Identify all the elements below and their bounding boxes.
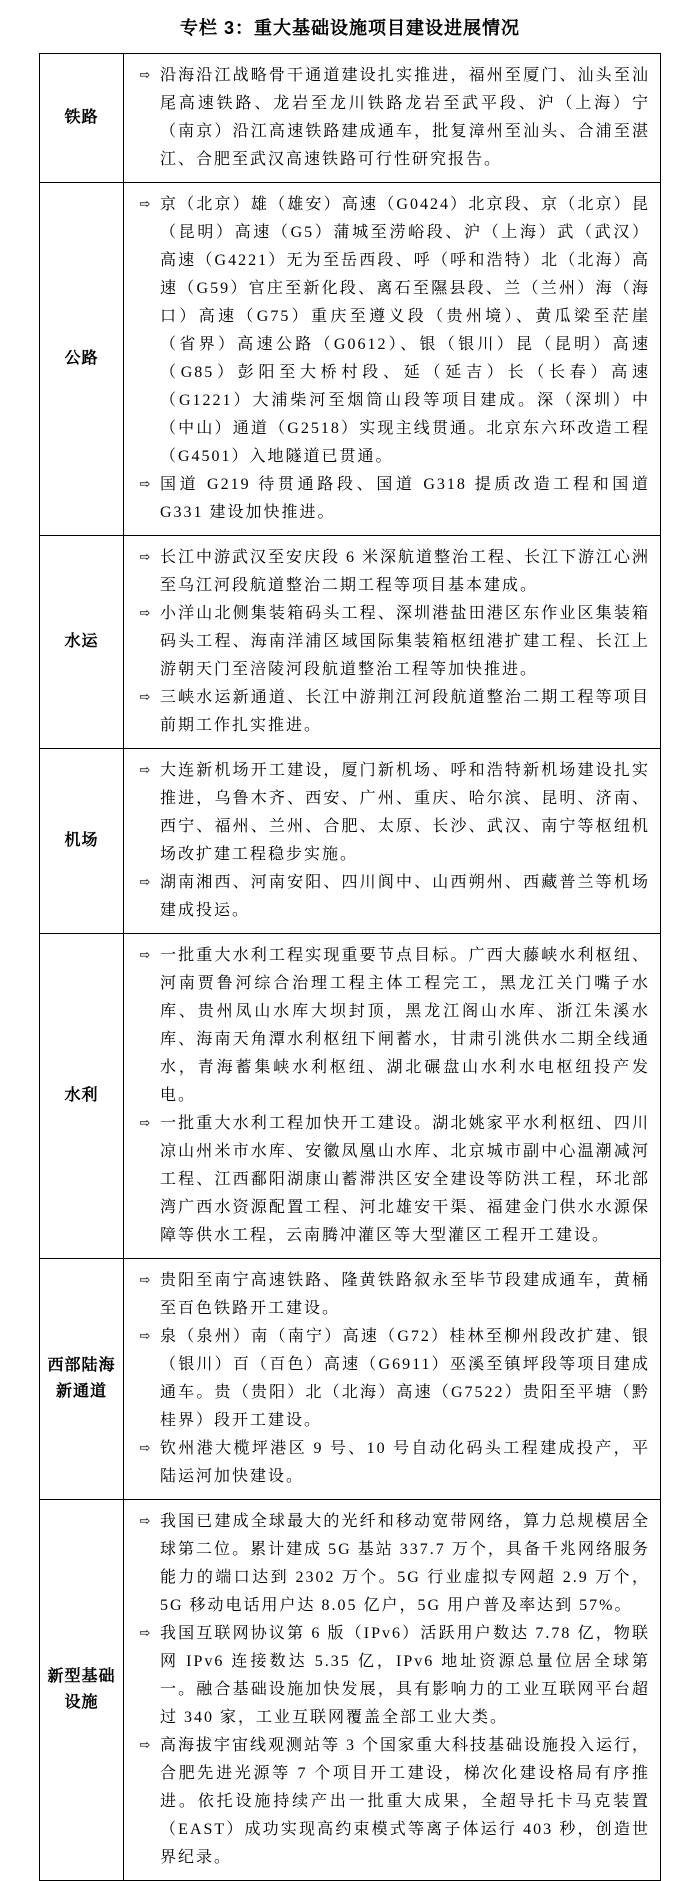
table-row-highway — [40, 182, 660, 535]
bullet-text: 京（北京）雄（雄安）高速（G0424）北京段、京（北京）昆（昆明）高速（G5）蒲城至涝峪段、沪（上海）武（武汉）高速（G4221）无为至岳西段、呼（呼和浩特）北（北海）高速（G59）官庄至新化段、离石至隰县段、兰（兰州）海（海口）高速（G75）重庆至遵义段（贵州境）、黄瓜梁至茫崖（省界）高速公路（G0612）、银（银川）昆（昆明）高速（G85）彭阳至大桥村段、延（延吉）长（长春）高速（G1221）大浦柴河至烟筒山段等项目建成。深（深圳）中（中山）通道（G2518）实现主线贯通。北京东六环改造工程（G4501）入地隧道已贯通。 — [160, 196, 650, 465]
arrow-bullet-icon: ⇨ — [139, 1514, 151, 1529]
list-item — [130, 942, 650, 1110]
bullet-text: 泉（泉州）南（南宁）高速（G72）桂林至柳州段改扩建、银（银川）百（百色）高速（G6911）巫溪至镇坪段等项目建成通车。贵（贵阳）北（北海）高速（G7522）贵阳至平塘（黔桂界）段开工建设。 — [160, 1328, 650, 1429]
list-item — [130, 544, 650, 600]
list-item — [130, 62, 650, 174]
arrow-bullet-icon: ⇨ — [139, 550, 151, 565]
bullet-text: 小洋山北侧集装箱码头工程、深圳港盐田港区东作业区集装箱码头工程、海南洋浦区域国际集装箱枢纽港扩建工程、长江上游朝天门至涪陵河段航道整治工程等加快推进。 — [160, 605, 650, 678]
table-row-western-corridor — [40, 1258, 660, 1499]
arrow-bullet-icon: ⇨ — [139, 1116, 151, 1131]
arrow-bullet-icon: ⇨ — [139, 763, 151, 778]
row-label-railway: 铁路 — [40, 54, 124, 182]
list-item — [130, 684, 650, 740]
arrow-bullet-icon: ⇨ — [139, 477, 151, 492]
list-item — [130, 191, 650, 471]
row-label-highway: 公路 — [40, 183, 124, 535]
list-item — [130, 471, 650, 527]
list-item — [130, 757, 650, 869]
arrow-bullet-icon: ⇨ — [139, 197, 151, 212]
infrastructure-progress-table — [39, 53, 661, 1881]
bullet-text: 湖南湘西、河南安阳、四川阆中、山西朔州、西藏普兰等机场建成投运。 — [160, 874, 650, 919]
table-row-railway — [40, 54, 660, 182]
bullet-text: 一批重大水利工程加快开工建设。湖北姚家平水利枢纽、四川凉山州米市水库、安徽凤凰山水库、北京城市副中心温潮减河工程、江西鄱阳湖康山蓄滞洪区安全建设等防洪工程，环北部湾广西水资源配置工程、河北雄安干渠、福建金门供水水源保障等供水工程，云南腾冲灌区等大型灌区工程开工建设。 — [160, 1115, 650, 1244]
bullet-text: 高海拔宇宙线观测站等 3 个国家重大科技基础设施投入运行，合肥先进光源等 7 个项目开工建设，梯次化建设格局有序推进。依托设施持续产出一批重大成果，全超导托卡马克装置（EAST）成功实现高约束模式等离子体运行 403 秒，创造世界纪录。 — [160, 1737, 651, 1866]
arrow-bullet-icon: ⇨ — [139, 1626, 151, 1641]
table-row-waterway — [40, 535, 660, 748]
list-item — [130, 869, 650, 925]
arrow-bullet-icon: ⇨ — [139, 690, 151, 705]
row-label-airport: 机场 — [40, 749, 124, 933]
list-item — [130, 1323, 650, 1435]
row-content-waterway — [124, 536, 660, 748]
arrow-bullet-icon: ⇨ — [139, 68, 151, 83]
bullet-text: 长江中游武汉至安庆段 6 米深航道整治工程、长江下游江心洲至乌江河段航道整治二期工程等项目基本建成。 — [160, 549, 651, 594]
bullet-text: 大连新机场开工建设，厦门新机场、呼和浩特新机场建设扎实推进，乌鲁木齐、西安、广州、重庆、哈尔滨、昆明、济南、西宁、福州、兰州、合肥、太原、长沙、武汉、南宁等枢纽机场改扩建工程稳步实施。 — [160, 762, 650, 863]
list-item — [130, 600, 650, 684]
box-title: 专栏 3：重大基础设施项目建设进展情况 — [179, 18, 520, 38]
row-content-new-infrastructure — [124, 1500, 660, 1880]
bullet-text: 钦州港大榄坪港区 9 号、10 号自动化码头工程建成投产，平陆运河加快建设。 — [160, 1440, 650, 1485]
bullet-text: 贵阳至南宁高速铁路、隆黄铁路叙永至毕节段建成通车，黄桶至百色铁路开工建设。 — [160, 1272, 650, 1317]
list-item — [130, 1267, 650, 1323]
bullet-text: 我国已建成全球最大的光纤和移动宽带网络，算力总规模居全球第二位。累计建成 5G 基站 337.7 万个，具备千兆网络服务能力的端口达到 2302 万个。5G 行业虚拟专网超 2.9 万个，5G 移动电话用户达 8.05 亿户，5G 用户普及率达到 57%。 — [160, 1513, 650, 1614]
table-row-water-conservancy — [40, 933, 660, 1258]
list-item — [130, 1732, 650, 1872]
row-label-waterway: 水运 — [40, 536, 124, 748]
row-label-water-conservancy: 水利 — [40, 934, 124, 1258]
bullet-text: 三峡水运新通道、长江中游荆江河段航道整治二期工程等项目前期工作扎实推进。 — [160, 689, 650, 734]
row-content-airport — [124, 749, 660, 933]
arrow-bullet-icon: ⇨ — [139, 1273, 151, 1288]
arrow-bullet-icon: ⇨ — [139, 1441, 151, 1456]
row-content-western-corridor — [124, 1259, 660, 1499]
bullet-text: 一批重大水利工程实现重要节点目标。广西大藤峡水利枢纽、河南贾鲁河综合治理工程主体工程完工，黑龙江关门嘴子水库、贵州凤山水库大坝封顶，黑龙江阁山水库、浙江朱溪水库、海南天角潭水利枢纽下闸蓄水，甘肃引洮供水二期全线通水，青海蓄集峡水利枢纽、湖北碾盘山水利水电枢纽投产发电。 — [160, 947, 650, 1104]
row-label-western-corridor: 西部陆海新通道 — [40, 1259, 124, 1499]
arrow-bullet-icon: ⇨ — [139, 875, 151, 890]
row-content-water-conservancy — [124, 934, 660, 1258]
bullet-text: 沿海沿江战略骨干通道建设扎实推进，福州至厦门、汕头至汕尾高速铁路、龙岩至龙川铁路龙岩至武平段、沪（上海）宁（南京）沿江高速铁路建成通车，批复漳州至汕头、合浦至湛江、合肥至武汉高速铁路可行性研究报告。 — [160, 67, 650, 168]
row-content-highway — [124, 183, 660, 535]
arrow-bullet-icon: ⇨ — [139, 1329, 151, 1344]
table-row-new-infrastructure — [40, 1499, 660, 1880]
list-item — [130, 1620, 650, 1732]
list-item — [130, 1110, 650, 1250]
table-row-airport — [40, 748, 660, 933]
row-label-new-infrastructure: 新型基础设施 — [40, 1500, 124, 1880]
list-item — [130, 1435, 650, 1491]
arrow-bullet-icon: ⇨ — [139, 948, 151, 963]
arrow-bullet-icon: ⇨ — [139, 606, 151, 621]
bullet-text: 国道 G219 待贯通路段、国道 G318 提质改造工程和国道 G331 建设加快推进。 — [160, 476, 650, 521]
list-item — [130, 1508, 650, 1620]
arrow-bullet-icon: ⇨ — [139, 1738, 151, 1753]
row-content-railway — [124, 54, 660, 182]
bullet-text: 我国互联网协议第 6 版（IPv6）活跃用户数达 7.78 亿，物联网 IPv6 连接数达 5.35 亿，IPv6 地址资源总量位居全球第一。融合基础设施加快发展，具有影响力的工业互联网平台超过 340 家，工业互联网覆盖全部工业大类。 — [160, 1625, 650, 1726]
